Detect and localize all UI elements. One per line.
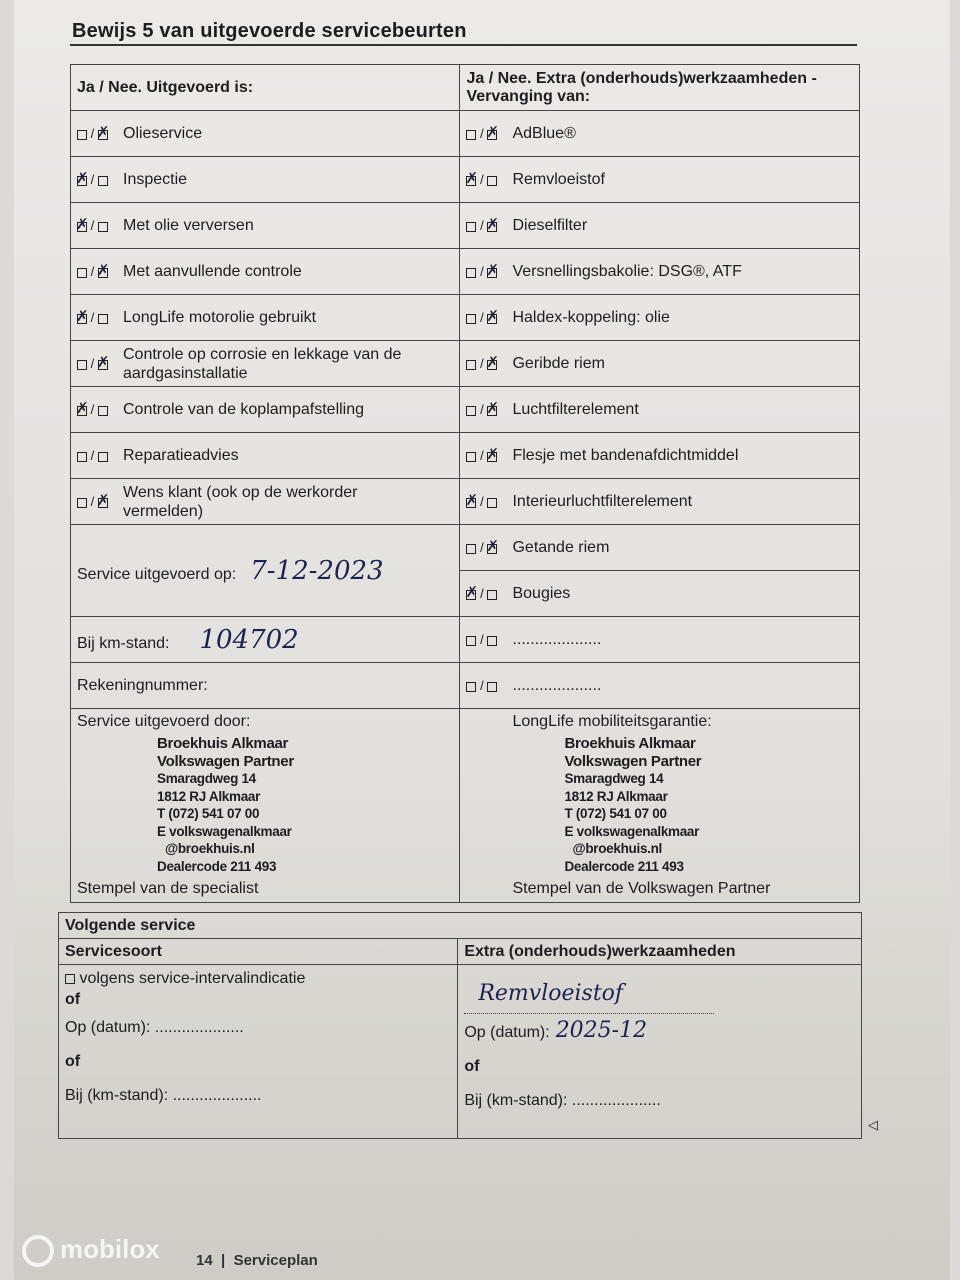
yes-no-checkbox[interactable]: / ✗ [77,494,123,509]
item-label: Luchtfilterelement [512,401,639,418]
checklist-item [460,341,860,387]
checklist-item [460,525,860,571]
item-label: Olieservice [123,125,203,142]
checklist-item [71,111,460,157]
item-label: .................... [512,677,602,694]
checklist-item [71,295,460,341]
page-title: Bewijs 5 van uitgevoerde servicebeurten [72,20,467,42]
checklist-item [71,203,460,249]
checklist-item [71,387,460,433]
checklist-item [460,663,860,709]
item-label: Remvloeistof [512,171,605,188]
next-date-field[interactable]: Op (datum): .................... [65,1019,244,1036]
yes-no-checkbox[interactable]: / ✗ [466,264,512,279]
item-label: Versnellingsbakolie: DSG®, ATF [512,263,742,280]
left-header: Ja / Nee. Uitgevoerd is: [71,65,460,111]
watermark-logo: mobilox [22,1234,160,1267]
checklist-item [460,617,860,663]
yes-no-checkbox[interactable]: / ✗ [466,402,512,417]
item-label: Haldex-koppeling: olie [512,309,670,326]
item-label: Controle op corrosie en lekkage van de aardgasinstallatie [123,345,402,382]
dealer-stamp-left: Broekhuis Alkmaar Volkswagen Partner Smaragdweg 14 1812 RJ Alkmaar T (072) 541 07 00 E volkswagenalkmaar @broekhuis.nl Dealercode 211 493 [157,735,294,874]
item-label: Controle van de koplampafstelling [123,401,365,418]
account-cell: Rekeningnummer: [71,663,460,709]
item-label: Geribde riem [512,355,605,372]
right-header: Ja / Nee. Extra (onderhouds)werkzaamheden - Vervanging van: [460,65,860,111]
page-footer: 14 | Serviceplan [196,1252,318,1269]
yes-no-checkbox[interactable]: / ✗ [77,356,123,371]
item-label: Interieurluchtfilterelement [512,493,693,510]
performed-by-cell [71,709,460,903]
yes-no-checkbox[interactable]: / ✗ [466,448,512,463]
dealer-stamp-right: Broekhuis Alkmaar Volkswagen Partner Smaragdweg 14 1812 RJ Alkmaar T (072) 541 07 00 E volkswagenalkmaar @broekhuis.nl Dealercode 211 493 [564,735,702,874]
item-label: Getande riem [512,539,610,556]
mobility-footer: Stempel van de Volkswagen Partner [512,880,771,897]
extra-date-value[interactable]: 2025-12 [555,1018,648,1043]
service-date-value[interactable]: 7-12-2023 [250,555,384,586]
item-label: AdBlue® [512,125,576,142]
checklist-item [460,571,860,617]
interval-checkbox[interactable] [65,974,75,984]
checklist-item [71,157,460,203]
item-label: Met aanvullende controle [123,263,302,280]
checklist-item [460,295,860,341]
service-table [70,64,860,903]
checklist-item [460,203,860,249]
item-label: Wens klant (ook op de werkorder vermelden) [123,483,358,520]
km-cell: Bij km-stand: 104702 [71,617,460,663]
yes-no-checkbox[interactable]: ✗ / [466,586,512,601]
checklist-item [460,387,860,433]
yes-no-checkbox[interactable]: / ✗ [77,126,123,141]
item-label: Met olie verversen [123,217,254,234]
km-value[interactable]: 104702 [199,624,299,655]
yes-no-checkbox[interactable]: ✗ / [77,310,123,325]
checklist-item [71,249,460,295]
yes-no-checkbox[interactable]: / ✗ [77,264,123,279]
yes-no-checkbox[interactable]: / [466,632,512,647]
next-km-field[interactable]: Bij (km-stand): .................... [65,1087,262,1104]
item-label: Bougies [512,585,571,602]
checklist-item [460,111,860,157]
yes-no-checkbox[interactable]: / ✗ [466,356,512,371]
yes-no-checkbox[interactable]: ✗ / [466,494,512,509]
yes-no-checkbox[interactable]: / [466,678,512,693]
item-label: LongLife motorolie gebruikt [123,309,317,326]
mobility-cell [460,709,860,903]
checklist-item [71,341,460,387]
performed-by-footer: Stempel van de specialist [77,880,259,897]
extra-work-value[interactable]: Remvloeistof [478,981,624,1006]
checklist-item [460,479,860,525]
extra-work-cell: Remvloeistof Op (datum): 2025-12 of Bij (km-stand): .................... [458,965,862,1139]
extra-work-header: Extra (onderhouds)werkzaamheden [458,939,862,965]
next-service-title: Volgende service [59,913,862,939]
item-label: Reparatieadvies [123,447,239,464]
yes-no-checkbox[interactable]: / ✗ [466,218,512,233]
item-label: .................... [512,631,602,648]
performed-by-label: Service uitgevoerd door: [77,713,251,730]
service-type-header: Servicesoort [59,939,458,965]
item-label: Flesje met bandenafdichtmiddel [512,447,739,464]
service-type-cell: volgens service-intervalindicatie of Op (datum): .................... of Bij (km-stand): .................... [59,965,458,1139]
checklist-item [71,433,460,479]
yes-no-checkbox[interactable]: ✗ / [77,402,123,417]
extra-km-field[interactable]: Bij (km-stand): .................... [464,1092,661,1109]
yes-no-checkbox[interactable]: / ✗ [466,310,512,325]
yes-no-checkbox[interactable]: / [77,448,123,463]
checklist-item [71,479,460,525]
service-date-cell: Service uitgevoerd op: 7-12-2023 [71,525,460,617]
item-label: Dieselfilter [512,217,588,234]
next-service-table [58,912,862,1139]
next-page-arrow-icon: ◁ [868,1117,878,1132]
yes-no-checkbox[interactable]: / ✗ [466,126,512,141]
checklist-item [460,433,860,479]
yes-no-checkbox[interactable]: ✗ / [466,172,512,187]
yes-no-checkbox[interactable]: ✗ / [77,218,123,233]
yes-no-checkbox[interactable]: / ✗ [466,540,512,555]
mobility-label: LongLife mobiliteitsgarantie: [512,713,712,730]
checklist-item [460,157,860,203]
item-label: Inspectie [123,171,188,188]
checklist-item [460,249,860,295]
yes-no-checkbox[interactable]: ✗ / [77,172,123,187]
title-divider [70,44,857,46]
